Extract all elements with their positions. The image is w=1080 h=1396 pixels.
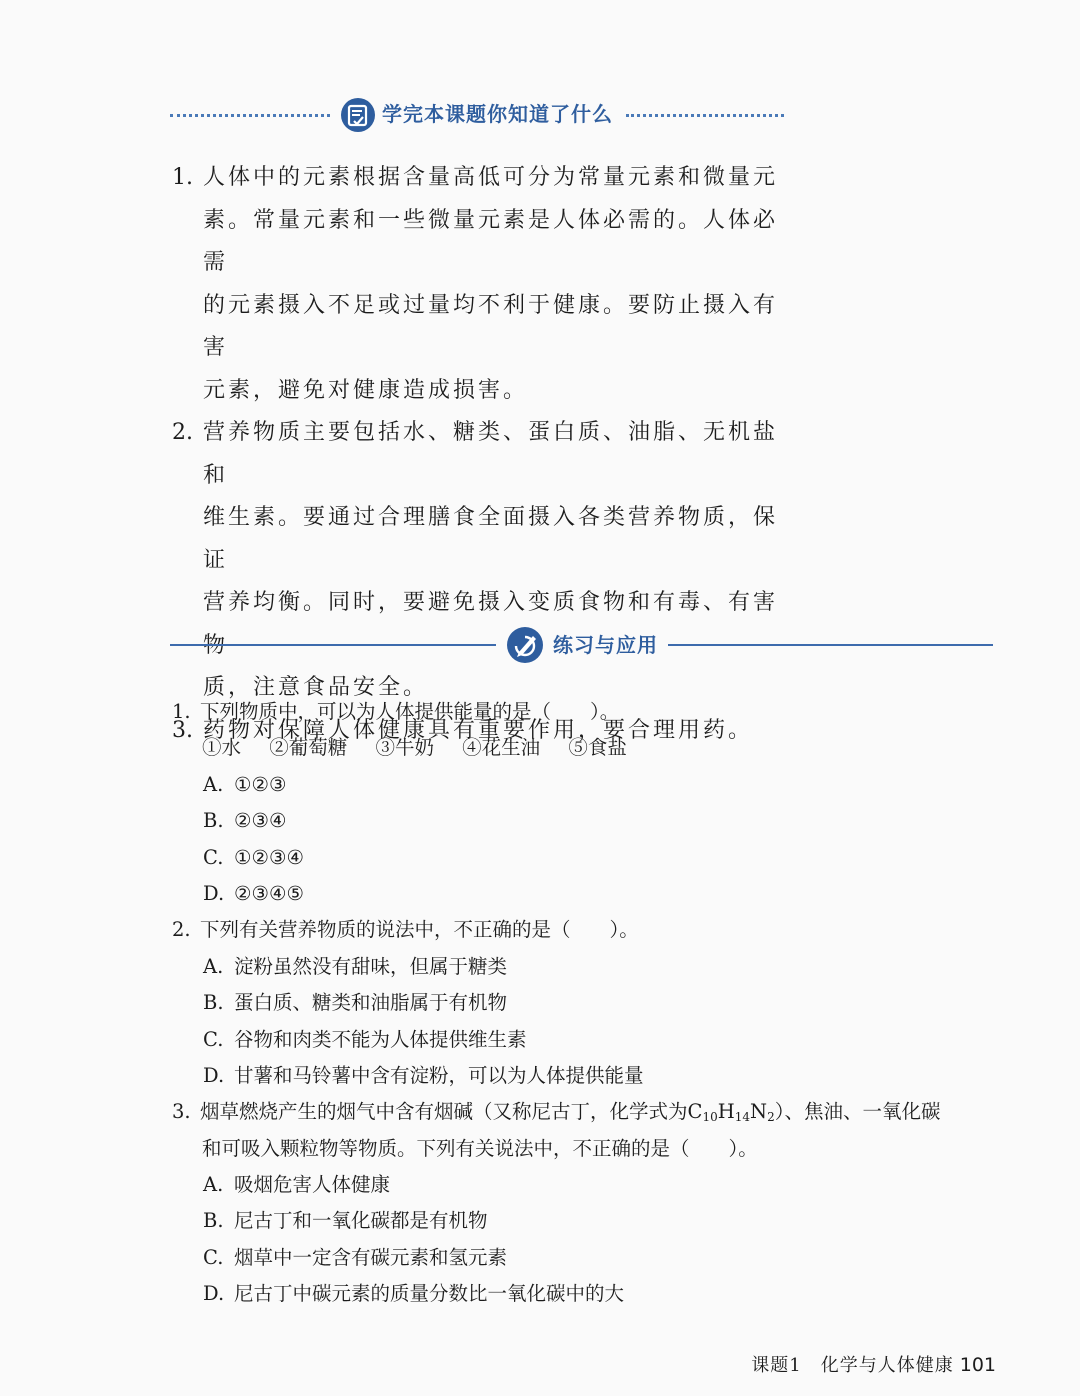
divider-line-right	[668, 644, 993, 646]
choice-item: ④花生油	[462, 736, 541, 760]
option-text: ①②③	[234, 772, 287, 796]
summary-book-icon	[340, 97, 376, 133]
option-label: A.	[203, 772, 224, 796]
option-text: 烟草中一定含有碳元素和氢元素	[234, 1245, 508, 1269]
option-label: A.	[203, 954, 224, 978]
option-text: 尼古丁中碳元素的质量分数比一氧化碳中的大	[234, 1282, 625, 1306]
option-label: C.	[203, 845, 224, 869]
chemical-formula	[688, 1100, 775, 1123]
summary-section-title: 学完本课题你知道了什么	[382, 102, 613, 126]
option-label: B.	[203, 1209, 224, 1233]
option-text: 谷物和肉类不能为人体提供维生素	[234, 1027, 527, 1051]
option-label: D.	[203, 1282, 225, 1306]
option-label: B.	[203, 809, 224, 833]
formula-element: C	[687, 1100, 703, 1124]
option-label: C.	[203, 1245, 224, 1269]
summary-line: 药物对保障人体健康具有重要作用，要合理用药。	[203, 717, 754, 743]
formula-subscript: 14	[734, 1110, 751, 1125]
option-text: 尼古丁和一氧化碳都是有机物	[234, 1209, 488, 1233]
question-1-option-d	[170, 876, 1000, 912]
question-1-option-a	[170, 767, 1000, 803]
formula-element: H	[717, 1100, 735, 1124]
option-label: A.	[203, 1173, 224, 1197]
summary-item-number: 1.	[172, 165, 193, 190]
question-2-option-c	[170, 1022, 1000, 1058]
summary-item-number: 2.	[172, 420, 193, 445]
dotted-divider-left	[170, 114, 330, 117]
question-2-option-b	[170, 985, 1000, 1021]
summary-item-number: 3.	[172, 717, 193, 743]
question-1-choices	[170, 730, 1000, 766]
question-text: 下列物质中，可以为人体提供能量的是（ ）。	[200, 700, 620, 723]
exercise-pencil-icon	[506, 626, 544, 664]
summary-line: 质，注意食品安全。	[203, 675, 429, 700]
summary-item-1	[170, 157, 795, 412]
question-1-option-c	[170, 840, 1000, 876]
question-3-option-a	[170, 1167, 1000, 1203]
option-text: ②③④	[234, 809, 287, 833]
option-label: C.	[203, 1027, 224, 1051]
question-number: 2.	[172, 918, 191, 942]
question-2-option-a	[170, 949, 1000, 985]
exercise-list	[170, 694, 1000, 1313]
option-text: ①②③④	[234, 845, 304, 869]
summary-line: 人体中的元素根据含量高低可分为常量元素和微量元	[203, 165, 779, 190]
question-3-option-d	[170, 1276, 1000, 1312]
question-3-option-b	[170, 1203, 1000, 1239]
summary-line: 的元素摄入不足或过量均不利于健康。要防止摄入有害	[203, 292, 779, 360]
question-3-option-c	[170, 1240, 1000, 1276]
formula-subscript: 10	[702, 1110, 718, 1125]
question-text: 烟草燃烧产生的烟气中含有烟碱（又称尼古丁，化学式为	[200, 1100, 688, 1124]
question-1-option-b	[170, 803, 1000, 839]
question-3-continued	[170, 1131, 1000, 1167]
choice-item: ⑤食盐	[568, 736, 627, 760]
formula-subscript: 2	[767, 1110, 775, 1125]
page-footer	[751, 1351, 996, 1377]
question-number: 3.	[172, 1100, 191, 1124]
page-number: 101	[959, 1354, 996, 1376]
choice-item: ①水	[202, 736, 242, 760]
exercise-section-title: 练习与应用	[553, 633, 658, 657]
question-2-option-d	[170, 1058, 1000, 1094]
option-text: 甘薯和马铃薯中含有淀粉，可以为人体提供能量	[234, 1063, 644, 1087]
question-text: 下列有关营养物质的说法中，不正确的是（ ）。	[200, 918, 639, 942]
choice-item: ②葡萄糖	[269, 736, 348, 760]
summary-line: 维生素。要通过合理膳食全面摄入各类营养物质，保证	[203, 505, 779, 573]
question-number: 1.	[172, 700, 191, 723]
option-text: 吸烟危害人体健康	[234, 1173, 391, 1197]
option-label: D.	[203, 881, 225, 905]
choice-item: ③牛奶	[375, 736, 434, 760]
summary-line: 元素，避免对健康造成损害。	[203, 377, 529, 403]
option-text: 蛋白质、糖类和油脂属于有机物	[234, 991, 508, 1015]
option-label: D.	[203, 1063, 225, 1087]
question-text: 和可吸入颗粒物等物质。下列有关说法中，不正确的是（ ）。	[202, 1136, 758, 1160]
formula-element: N	[750, 1100, 768, 1124]
chapter-title: 课题1 化学与人体健康	[751, 1355, 954, 1376]
exercise-section-header	[170, 622, 994, 668]
option-text: ②③④⑤	[234, 881, 304, 905]
question-3	[170, 1094, 1000, 1130]
question-2	[170, 912, 1000, 948]
summary-section-header	[170, 94, 785, 138]
option-text: 淀粉虽然没有甜味，但属于糖类	[234, 954, 508, 978]
option-label: B.	[203, 991, 224, 1015]
question-1	[170, 694, 1000, 730]
dotted-divider-right	[626, 114, 784, 117]
divider-line-left	[170, 644, 496, 646]
summary-line: 营养均衡。同时，要避免摄入变质食物和有毒、有害物	[203, 590, 779, 658]
summary-line: 营养物质主要包括水、糖类、蛋白质、油脂、无机盐和	[203, 420, 779, 488]
question-text: ）、焦油、一氧化碳	[774, 1100, 941, 1124]
summary-line: 素。常量元素和一些微量元素是人体必需的。人体必需	[203, 207, 779, 275]
